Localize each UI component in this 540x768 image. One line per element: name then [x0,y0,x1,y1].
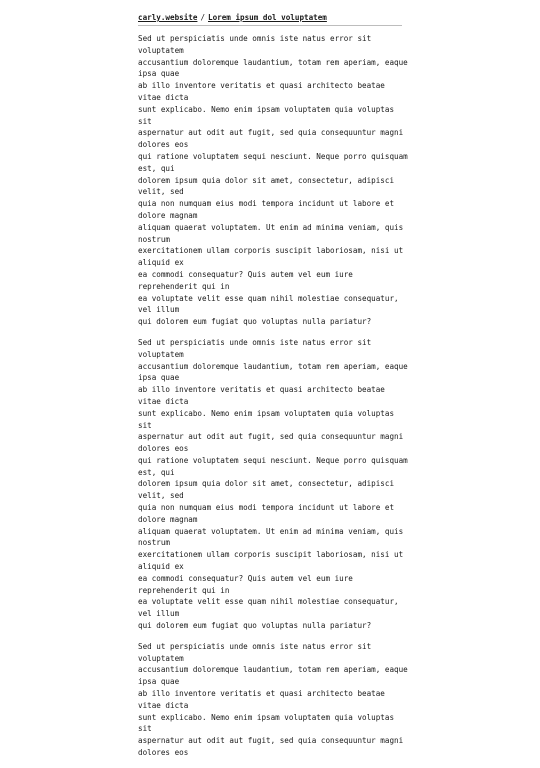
page-title-link[interactable]: Lorem ipsum dol voluptatem [208,13,327,22]
article-paragraph: Sed ut perspiciatis unde omnis iste natus error sit voluptatem accusantium doloremque laudantium, totam rem aperiam, eaque ipsa quae ab illo inventore veritatis et quasi architecto beatae vitae dicta sunt explicabo. Nemo enim ipsam voluptatem quia voluptas sit aspernatur aut odit aut fugit, sed quia consequuntur magni dolores eos qui ratione voluptatem sequi nesciunt. Neque porro quisquam est, qui dolorem ipsum quia dolor sit amet, consectetur, adipisci velit, sed quia non numquam eius modi tempora incidunt ut labore et dolore magnam aliquam quaerat voluptatem. Ut enim ad minima veniam, quis nostrum exercitationem ullam corporis suscipit laboriosam, nisi ut aliquid ex ea commodi consequatur? Quis autem vel eum iure reprehenderit qui in ea voluptate velit esse quam nihil molestiae consequatur, vel illum qui dolorem eum fugiat quo voluptas nulla pariatur? [138,337,408,631]
article-paragraph: Sed ut perspiciatis unde omnis iste natus error sit voluptatem accusantium doloremque laudantium, totam rem aperiam, eaque ipsa quae ab illo inventore veritatis et quasi architecto beatae vitae dicta sunt explicabo. Nemo enim ipsam voluptatem quia voluptas sit aspernatur aut odit aut fugit, sed quia consequuntur magni dolores eos [138,641,408,758]
breadcrumb [138,11,327,25]
article-paragraph: Sed ut perspiciatis unde omnis iste natus error sit voluptatem accusantium doloremque laudantium, totam rem aperiam, eaque ipsa quae ab illo inventore veritatis et quasi architecto beatae vitae dicta sunt explicabo. Nemo enim ipsam voluptatem quia voluptas sit aspernatur aut odit aut fugit, sed quia consequuntur magni dolores eos qui ratione voluptatem sequi nesciunt. Neque porro quisquam est, qui dolorem ipsum quia dolor sit amet, consectetur, adipisci velit, sed quia non numquam eius modi tempora incidunt ut labore et dolore magnam aliquam quaerat voluptatem. Ut enim ad minima veniam, quis nostrum exercitationem ullam corporis suscipit laboriosam, nisi ut aliquid ex ea commodi consequatur? Quis autem vel eum iure reprehenderit qui in ea voluptate velit esse quam nihil molestiae consequatur, vel illum qui dolorem eum fugiat quo voluptas nulla pariatur? [138,34,408,327]
article-body [138,33,408,768]
site-link[interactable]: carly.website [138,13,198,22]
header-divider [138,25,402,26]
breadcrumb-separator: / [200,13,206,22]
